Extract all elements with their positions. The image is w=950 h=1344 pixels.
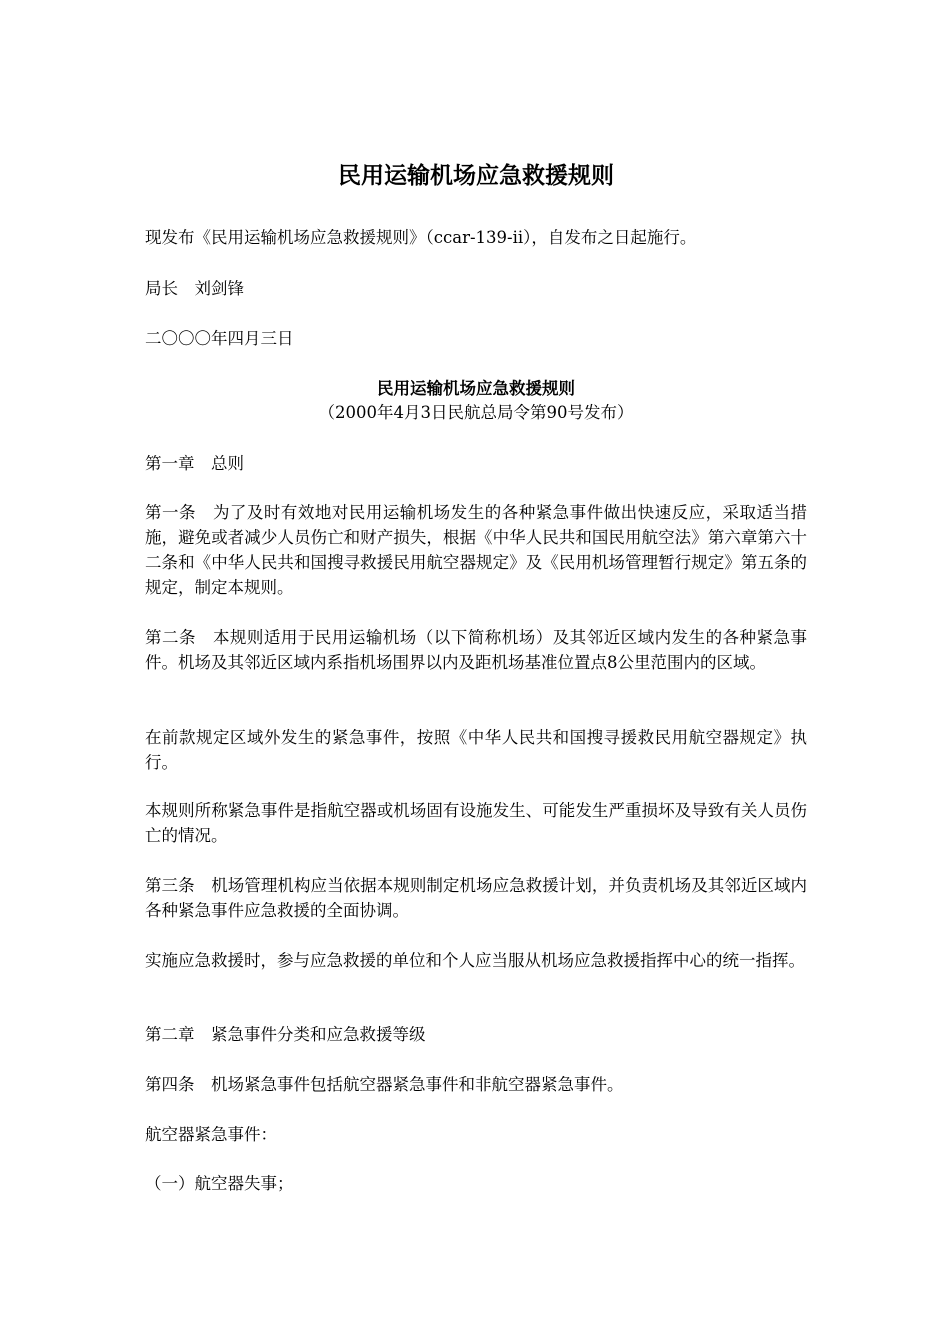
date-line: 二〇〇〇年四月三日 bbox=[145, 329, 294, 348]
signature-line: 局长 刘剑锋 bbox=[145, 279, 244, 298]
article-3-paragraph-2: 实施应急救援时，参与应急救援的单位和个人应当服从机场应急救援指挥中心的统一指挥。 bbox=[145, 951, 805, 970]
article-2-paragraph-2: 在前款规定区域外发生的紧急事件，按照《中华人民共和国搜寻援救民用航空器规定》执行。 bbox=[145, 728, 807, 772]
document-title: 民用运输机场应急救援规则 bbox=[338, 162, 614, 189]
announcement-paragraph: 现发布《民用运输机场应急救援规则》（ccar-139-ii），自发布之日起施行。 bbox=[145, 228, 697, 247]
chapter-heading-2: 第二章 紧急事件分类和应急救援等级 bbox=[145, 1025, 426, 1044]
chapter-heading-1: 第一章 总则 bbox=[145, 454, 244, 473]
article-4: 第四条 机场紧急事件包括航空器紧急事件和非航空器紧急事件。 bbox=[145, 1075, 624, 1094]
article-1: 第一条 为了及时有效地对民用运输机场发生的各种紧急事件做出快速反应，采取适当措施，避免或者减少人员伤亡和财产损失，根据《中华人民共和国民用航空法》第六章第六十二条和《中华人民共和国搜寻救援民用航空器规定》及《民用机场管理暂行规定》第五条的规定，制定本规则。 bbox=[145, 503, 807, 597]
aircraft-events-label: 航空器紧急事件： bbox=[145, 1125, 277, 1144]
article-2-paragraph-3: 本规则所称紧急事件是指航空器或机场固有设施发生、可能发生严重损坏及导致有关人员伤亡的情况。 bbox=[145, 801, 807, 845]
list-item-1: （一）航空器失事； bbox=[145, 1174, 294, 1193]
regulation-subtitle: 民用运输机场应急救援规则 bbox=[377, 379, 575, 398]
article-2: 第二条 本规则适用于民用运输机场（以下简称机场）及其邻近区域内发生的各种紧急事件。机场及其邻近区域内系指机场围界以内及距机场基准位置点8公里范围内的区域。 bbox=[145, 628, 807, 672]
issue-note: （2000年4月3日民航总局令第90号发布） bbox=[318, 403, 634, 422]
article-3: 第三条 机场管理机构应当依据本规则制定机场应急救援计划，并负责机场及其邻近区域内各种紧急事件应急救援的全面协调。 bbox=[145, 876, 807, 920]
